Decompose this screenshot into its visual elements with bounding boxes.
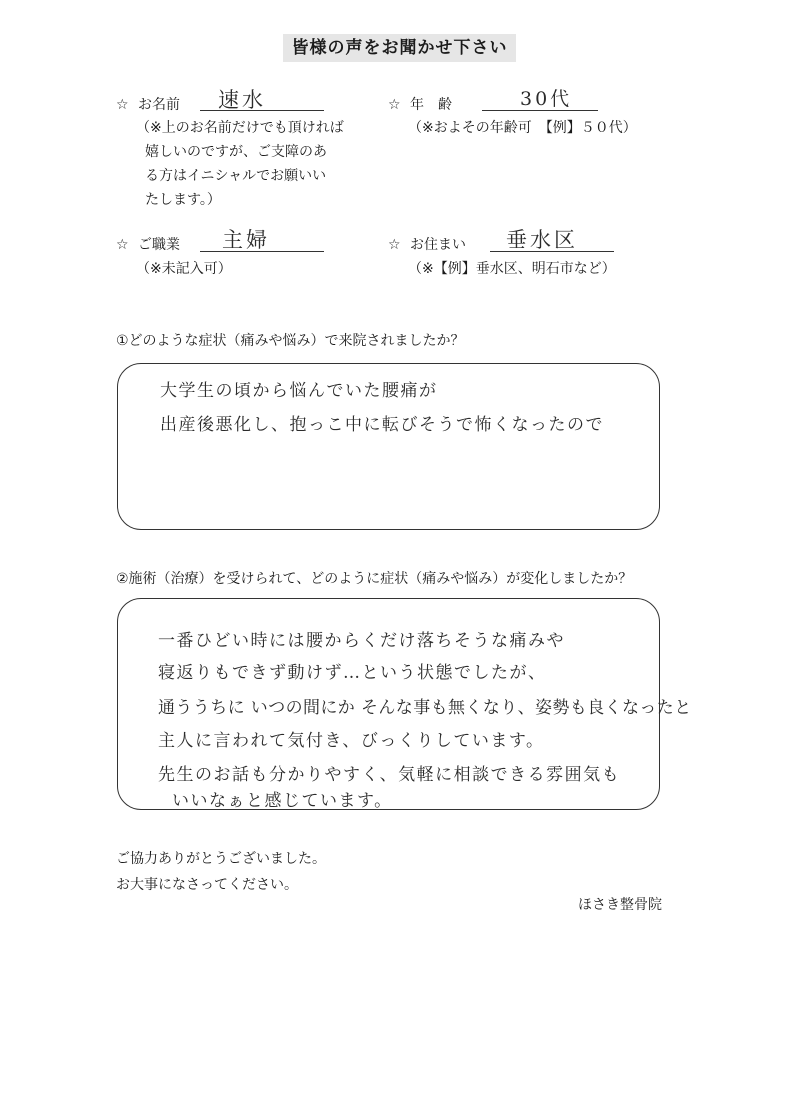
- name-field: [116, 94, 180, 114]
- residence-label: お住まい: [410, 237, 466, 253]
- star-icon: ☆: [388, 97, 401, 113]
- question-2: ②施術（治療）を受けられて、どのように症状（痛みや悩み）が変化しましたか？: [116, 571, 633, 587]
- star-icon: ☆: [116, 237, 129, 253]
- occupation-value: 主婦: [222, 228, 270, 252]
- residence-field: [388, 234, 466, 254]
- age-value: 30代: [520, 88, 573, 110]
- name-value: 速水: [218, 88, 266, 112]
- answer-2-line: 通ううちに いつの間にか そんな事も無くなり、姿勢も良くなったと: [158, 698, 692, 718]
- occupation-label: ご職業: [138, 237, 180, 253]
- closing-line: お大事になさってください。: [116, 877, 298, 893]
- closing-message: [116, 846, 326, 898]
- answer-2-line: 先生のお話も分かりやすく、気軽に相談できる雰囲気も: [158, 765, 621, 785]
- age-underline: [482, 110, 598, 111]
- star-icon: ☆: [116, 97, 129, 113]
- form-title: 皆様の声をお聞かせ下さい: [283, 34, 516, 62]
- occupation-underline: [200, 251, 324, 252]
- occupation-note: （※未記入可）: [136, 261, 232, 277]
- star-icon: ☆: [388, 237, 401, 253]
- answer-2-line: 一番ひどい時には腰からくだけ落ちそうな痛みや: [158, 631, 565, 651]
- name-note: [136, 116, 344, 212]
- age-field: [388, 94, 452, 114]
- residence-note: （※【例】垂水区、明石市など）: [408, 261, 616, 277]
- question-1: ①どのような症状（痛みや悩み）で来院されましたか？: [116, 333, 465, 349]
- name-note-line: る方はイニシャルでお願いい: [145, 168, 327, 184]
- answer-1-line: 大学生の頃から悩んでいた腰痛が: [160, 381, 438, 401]
- residence-underline: [490, 251, 614, 252]
- answer-2-line: いいなぁと感じています。: [172, 791, 393, 811]
- occupation-field: [116, 234, 180, 254]
- closing-line: ご協力ありがとうございました。: [116, 851, 326, 867]
- age-note: （※およその年齢可 【例】５０代）: [408, 120, 637, 136]
- name-note-line: 嬉しいのですが、ご支障のあ: [145, 144, 327, 160]
- answer-2-line: 主人に言われて気付き、びっくりしています。: [158, 731, 545, 751]
- answer-2-line: 寝返りもできず動けず…という状態でしたが、: [158, 663, 547, 683]
- name-note-line: たします。）: [145, 192, 221, 208]
- name-note-line: （※上のお名前だけでも頂ければ: [136, 120, 344, 136]
- name-underline: [200, 110, 324, 111]
- residence-value: 垂水区: [506, 228, 578, 252]
- name-label: お名前: [138, 97, 180, 113]
- clinic-name: ほさき整骨院: [578, 897, 662, 913]
- answer-1-line: 出産後悪化し、抱っこ中に転びそうで怖くなったので: [160, 415, 604, 435]
- age-label: 年 齢: [410, 97, 452, 113]
